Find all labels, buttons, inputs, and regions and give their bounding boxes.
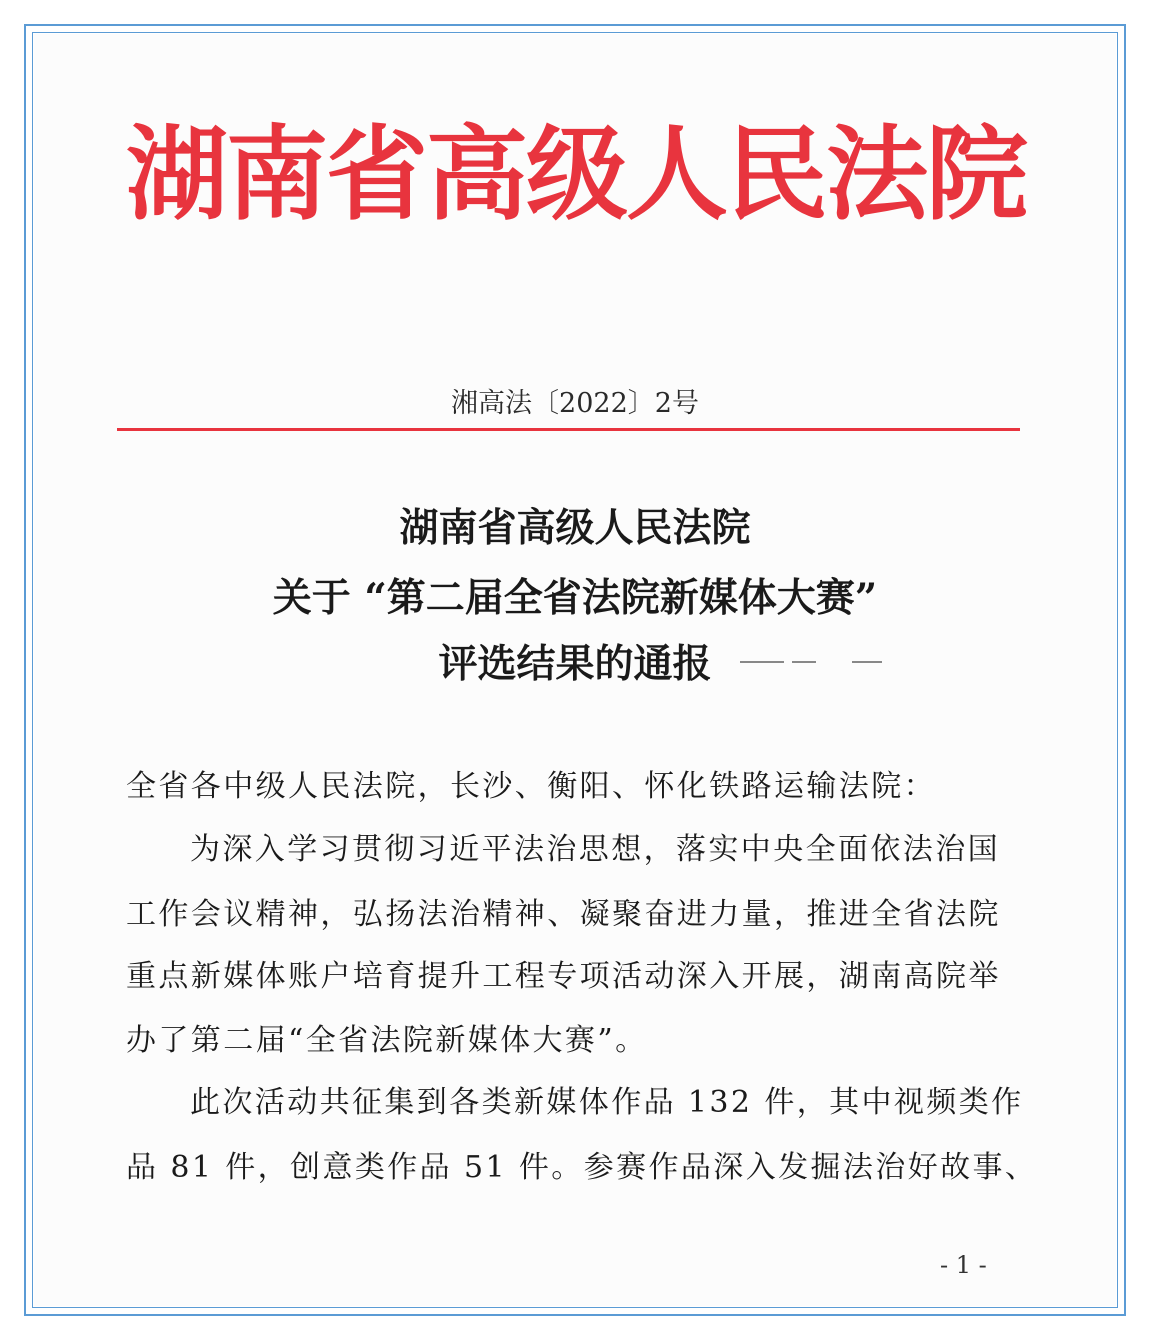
- document-title-line-1: 湖南省高级人民法院: [399, 505, 751, 551]
- scan-artifact-dash: [852, 661, 882, 663]
- scan-artifact-dash: [792, 661, 816, 663]
- body-line: 此次活动共征集到各类新媒体作品 132 件，其中视频类作: [190, 1085, 1024, 1120]
- page-number: - 1 -: [940, 1251, 987, 1279]
- salutation: 全省各中级人民法院，长沙、衡阳、怀化铁路运输法院：: [126, 769, 936, 804]
- document-number: 湘高法〔2022〕2号: [451, 388, 699, 419]
- document-title-line-2: 关于 “第二届全省法院新媒体大赛”: [272, 575, 878, 621]
- body-line: 品 81 件，创意类作品 51 件。参赛作品深入发掘法治好故事、: [126, 1150, 1038, 1185]
- body-line: 工作会议精神，弘扬法治精神、凝聚奋进力量，推进全省法院: [126, 897, 1001, 932]
- body-line: 为深入学习贯彻习近平法治思想，落实中央全面依法治国: [190, 832, 1000, 867]
- body-line: 办了第二届“全省法院新媒体大赛”。: [126, 1023, 648, 1058]
- masthead-title: 湖南省高级人民法院: [126, 115, 1026, 235]
- document-title-line-3: 评选结果的通报: [438, 641, 712, 687]
- scan-artifact-dash: [740, 661, 784, 663]
- body-line: 重点新媒体账户培育提升工程专项活动深入开展，湖南高院举: [126, 959, 1001, 994]
- red-divider-line: [117, 428, 1020, 431]
